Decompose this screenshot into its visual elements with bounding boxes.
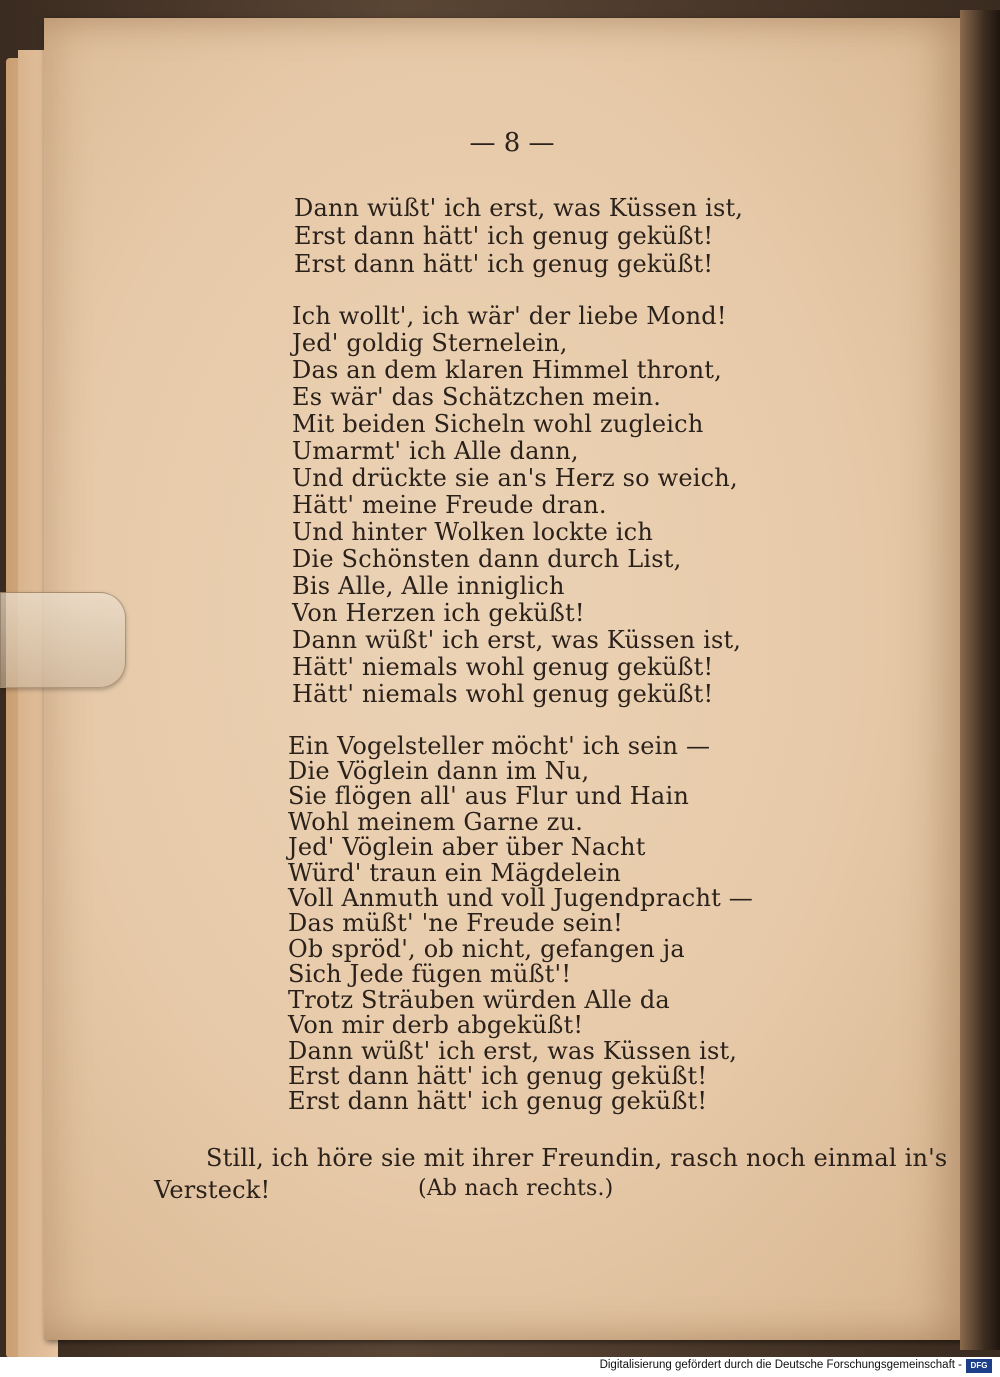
verse-line: Trotz Sträuben würden Alle da [288,986,670,1014]
verse-line: Wohl meinem Garne zu. [288,808,584,836]
verse-line: Bis Alle, Alle inniglich [292,572,565,600]
verse-line: Von mir derb abgeküßt! [288,1011,584,1039]
verse-line: Erst dann hätt' ich genug geküßt! [288,1087,708,1115]
verse-line: Jed' Vöglein aber über Nacht [288,833,646,861]
verse-line: Hätt' niemals wohl genug geküßt! [292,653,714,681]
verse-line: Erst dann hätt' ich genug geküßt! [294,222,714,250]
verse-line: Das an dem klaren Himmel thront, [292,356,722,384]
verse-line: Sie flögen all' aus Flur und Hain [288,782,689,810]
verse-line: Und hinter Wolken lockte ich [292,518,653,546]
verse-line: Es wär' das Schätzchen mein. [292,383,662,411]
verse-line: Ein Vogelsteller möcht' ich sein — [288,732,711,760]
dfg-logo-icon: DFG [966,1359,992,1373]
verse-line: Ob spröd', ob nicht, gefangen ja [288,935,685,963]
verse-line: Das müßt' 'ne Freude sein! [288,909,623,937]
verse-line: Die Vöglein dann im Nu, [288,757,590,785]
verse-line: Jed' goldig Sternelein, [292,329,568,357]
verse-line: Voll Anmuth und voll Jugendpracht — [288,884,753,912]
verse-line: Sich Jede fügen müßt'! [288,960,572,988]
verse-line: Erst dann hätt' ich genug geküßt! [294,250,714,278]
prose-line: Still, ich höre sie mit ihrer Freundin, rasch noch einmal in's [206,1144,948,1172]
page-number: — 8 — [469,128,555,158]
verse-line: Erst dann hätt' ich genug geküßt! [288,1062,708,1090]
verse-line: Würd' traun ein Mägdelein [288,859,621,887]
stage-direction: (Ab nach rechts.) [418,1176,614,1201]
verse-line: Und drückte sie an's Herz so weich, [292,464,738,492]
verse-line: Hätt' meine Freude dran. [292,491,607,519]
verse-line: Umarmt' ich Alle dann, [292,437,579,465]
page-clip-tab [0,592,126,688]
book-gutter [960,10,1000,1350]
verse-line: Dann wüßt' ich erst, was Küssen ist, [292,626,742,654]
verse-line: Ich wollt', ich wär' der liebe Mond! [292,302,727,330]
verse-line: Dann wüßt' ich erst, was Küssen ist, [294,194,744,222]
verse-line: Mit beiden Sicheln wohl zugleich [292,410,704,438]
verse-line: Die Schönsten dann durch List, [292,545,682,573]
verse-line: Dann wüßt' ich erst, was Küssen ist, [288,1037,738,1065]
verse-line: Von Herzen ich geküßt! [292,599,585,627]
digitization-credit: Digitalisierung gefördert durch die Deutsche Forschungsgemeinschaft - [599,1359,962,1371]
prose-line-end: Versteck! [154,1176,271,1204]
verse-line: Hätt' niemals wohl genug geküßt! [292,680,714,708]
